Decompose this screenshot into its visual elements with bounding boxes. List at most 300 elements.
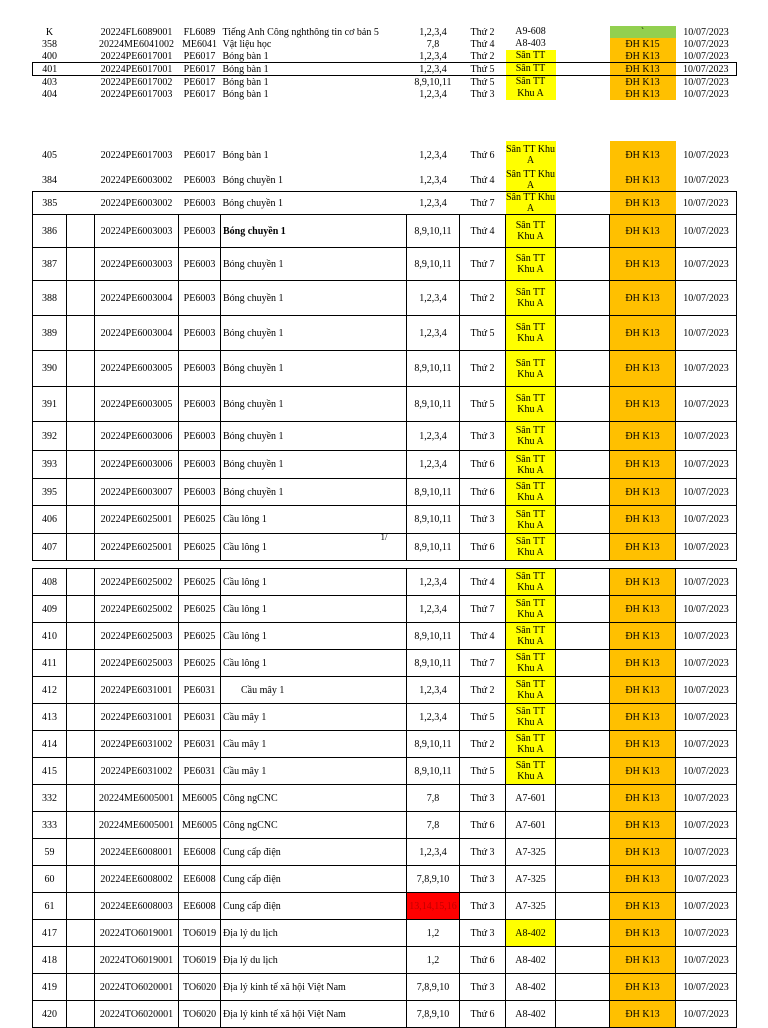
- empty-cell: [67, 506, 95, 534]
- subject-name: Cầu mây 1: [221, 758, 407, 785]
- subject-name: Cầu lông 1: [221, 650, 407, 677]
- subject-name: Cầu mây 1: [221, 677, 407, 704]
- room: Sân TT: [506, 50, 556, 63]
- room: A8-402: [506, 947, 556, 974]
- empty-cell: [556, 650, 610, 677]
- table-row: [33, 596, 737, 623]
- date: 10/07/2023: [683, 26, 729, 38]
- empty-cell: [67, 839, 95, 866]
- date: 10/07/2023: [683, 38, 729, 50]
- periods: 8,9,10,11: [407, 387, 460, 422]
- subject-name: Bóng chuyền 1: [221, 192, 407, 215]
- weekday: Thứ 6: [460, 451, 506, 479]
- room: A7-601: [506, 812, 556, 839]
- empty-cell: [556, 192, 610, 215]
- empty-cell: [556, 316, 610, 351]
- table-row: [33, 215, 737, 248]
- empty-cell: [67, 215, 95, 248]
- class-code: 20224EE6008001: [95, 839, 179, 866]
- periods: 8,9,10,11: [407, 506, 460, 534]
- room: Sân TT Khu A: [506, 479, 556, 506]
- date: 10/07/2023: [676, 758, 737, 785]
- class-group: ĐH K13: [610, 192, 676, 215]
- periods: 8,9,10,11: [407, 479, 460, 506]
- subject-name: Cung cấp điện: [221, 866, 407, 893]
- date: 10/07/2023: [676, 248, 737, 281]
- class-group: ĐH K13: [610, 479, 676, 506]
- empty-cell: [67, 63, 95, 76]
- subject-code: PE6003: [179, 215, 221, 248]
- row-number: 387: [33, 248, 67, 281]
- subject-name: Bóng chuyền 1: [221, 422, 407, 451]
- row-number: 415: [33, 758, 67, 785]
- subject-name: Bóng chuyền 1: [221, 451, 407, 479]
- class-code: 20224PE6025003: [95, 650, 179, 677]
- class-code: 20224PE6025003: [95, 623, 179, 650]
- weekday: Thứ 4: [460, 569, 506, 596]
- weekday: Thứ 6: [460, 479, 506, 506]
- table-row: [33, 812, 737, 839]
- row-number: 59: [33, 839, 67, 866]
- weekday: Thứ 5: [460, 63, 506, 76]
- subject-code: PE6003: [179, 351, 221, 387]
- room: Sân TT Khu A: [506, 704, 556, 731]
- table-row: [33, 866, 737, 893]
- empty-cell: [67, 920, 95, 947]
- empty-cell: [67, 596, 95, 623]
- row-number: 395: [33, 479, 67, 506]
- subject-name: Bóng bàn 1: [222, 76, 269, 88]
- empty-cell: [67, 974, 95, 1001]
- subject-name: Cầu mây 1: [221, 704, 407, 731]
- class-group: ĐH K13: [610, 50, 676, 63]
- class-group: ĐH K13: [610, 76, 676, 89]
- class-code: 20224PE6017001: [100, 50, 173, 62]
- subject-name: Địa lý kinh tế xã hội Việt Nam: [221, 974, 407, 1001]
- periods: 1,2,3,4: [407, 839, 460, 866]
- weekday: Thứ 2: [470, 50, 495, 62]
- empty-cell: [556, 839, 610, 866]
- empty-cell: [67, 387, 95, 422]
- empty-cell: [67, 731, 95, 758]
- empty-cell: [556, 479, 610, 506]
- row-number: 386: [33, 215, 67, 248]
- subject-name: Bóng chuyền 1: [221, 281, 407, 316]
- table-row: [33, 38, 737, 50]
- periods: 1,2,3,4: [407, 422, 460, 451]
- table-row: [33, 451, 737, 479]
- empty-cell: [556, 26, 610, 38]
- periods: 8,9,10,11: [407, 534, 460, 561]
- class-code: 20224ME6005001: [95, 812, 179, 839]
- class-code: 20224PE6031001: [95, 677, 179, 704]
- subject-code: TO6020: [179, 1001, 221, 1028]
- weekday: Thứ 2: [460, 677, 506, 704]
- subject-code: TO6019: [179, 920, 221, 947]
- class-code: 20224ME6041002: [99, 38, 174, 50]
- date: 10/07/2023: [676, 947, 737, 974]
- empty-cell: [67, 422, 95, 451]
- subject-code: TO6019: [179, 947, 221, 974]
- class-code: 20224PE6025002: [95, 569, 179, 596]
- date: 10/07/2023: [676, 1001, 737, 1028]
- class-group: ĐH K13: [610, 623, 676, 650]
- subject-code: PE6003: [179, 316, 221, 351]
- class-group: ĐH K13: [610, 650, 676, 677]
- date: 10/07/2023: [683, 88, 729, 100]
- empty-cell: [556, 947, 610, 974]
- empty-cell: [556, 387, 610, 422]
- empty-cell: [67, 677, 95, 704]
- room: A7-325: [506, 893, 556, 920]
- periods: 1,2: [407, 947, 460, 974]
- empty-cell: [67, 316, 95, 351]
- row-number: K: [45, 26, 54, 38]
- empty-cell: [556, 76, 610, 89]
- class-code: 20224PE6031001: [95, 704, 179, 731]
- class-group: ĐH K13: [610, 704, 676, 731]
- subject-code: PE6003: [179, 479, 221, 506]
- date: 10/07/2023: [676, 451, 737, 479]
- row-number: 412: [33, 677, 67, 704]
- class-code: 20224PE6017001: [95, 63, 179, 76]
- row-number: 61: [33, 893, 67, 920]
- periods: 1,2,3,4: [407, 451, 460, 479]
- row-number: 420: [33, 1001, 67, 1028]
- subject-name: Bóng chuyền 1: [221, 215, 407, 248]
- class-group: `: [610, 26, 676, 38]
- date: 10/07/2023: [676, 506, 737, 534]
- class-group: ĐH K13: [610, 422, 676, 451]
- empty-cell: [67, 169, 95, 192]
- table-row: [33, 422, 737, 451]
- empty-cell: [67, 26, 95, 38]
- subject-code: PE6025: [179, 623, 221, 650]
- subject-name: Cầu lông 1: [221, 506, 407, 534]
- schedule-table-page2: [32, 568, 737, 1028]
- subject-code: PE6017: [183, 76, 216, 88]
- class-code: 20224PE6017003: [100, 149, 173, 161]
- subject-name: Bóng chuyền 1: [221, 248, 407, 281]
- subject-name: Cung cấp điện: [221, 839, 407, 866]
- weekday: Thứ 7: [460, 248, 506, 281]
- table-row: [33, 506, 737, 534]
- periods: 13,14,15,16: [407, 893, 460, 920]
- class-group: ĐH K13: [610, 974, 676, 1001]
- room: A9-608: [515, 26, 546, 37]
- weekday: Thứ 6: [460, 534, 506, 561]
- subject-code: PE6003: [179, 422, 221, 451]
- table-row: [33, 839, 737, 866]
- class-code: 20224PE6003007: [95, 479, 179, 506]
- date: 10/07/2023: [676, 422, 737, 451]
- subject-name: Cầu lông 1: [221, 623, 407, 650]
- date: 10/07/2023: [676, 812, 737, 839]
- room: Sân TT Khu A: [505, 192, 556, 214]
- subject-code: PE6003: [179, 387, 221, 422]
- subject-code: ME6041: [182, 38, 217, 50]
- class-group: ĐH K13: [610, 387, 676, 422]
- empty-cell: [556, 677, 610, 704]
- room: A7-325: [506, 839, 556, 866]
- periods: 8,9,10,11: [407, 731, 460, 758]
- periods: 1,2,3,4: [407, 677, 460, 704]
- room: Sân TT Khu A: [506, 569, 556, 596]
- subject-code: ME6005: [179, 812, 221, 839]
- table-row: [33, 479, 737, 506]
- weekday: Thứ 7: [460, 650, 506, 677]
- subject-name: Công ngCNC: [221, 785, 407, 812]
- subject-name: Bóng chuyền 1: [221, 351, 407, 387]
- date: 10/07/2023: [676, 974, 737, 1001]
- room: A8-402: [506, 920, 556, 947]
- empty-cell: [556, 248, 610, 281]
- row-number: 411: [33, 650, 67, 677]
- empty-cell: [67, 50, 95, 63]
- subject-name: Bóng bàn 1: [221, 63, 407, 76]
- empty-cell: [556, 141, 610, 169]
- class-group: ĐH K13: [610, 351, 676, 387]
- periods: 7,8: [426, 38, 440, 50]
- empty-cell: [67, 479, 95, 506]
- table-row: [33, 88, 737, 100]
- periods: 7,8: [407, 812, 460, 839]
- date: 10/07/2023: [683, 174, 729, 186]
- empty-cell: [67, 947, 95, 974]
- subject-code: TO6020: [179, 974, 221, 1001]
- room: A8-403: [515, 38, 546, 49]
- row-number: 419: [33, 974, 67, 1001]
- class-group: ĐH K13: [610, 88, 676, 100]
- class-group: ĐH K13: [610, 316, 676, 351]
- class-group: ĐH K13: [610, 506, 676, 534]
- periods: 1,2,3,4: [407, 569, 460, 596]
- room: Sân TT Khu A: [506, 316, 556, 351]
- empty-cell: [67, 893, 95, 920]
- class-code: 20224PE6031002: [95, 758, 179, 785]
- room: Sân TT Khu A: [506, 351, 556, 387]
- date: 10/07/2023: [676, 596, 737, 623]
- table-row: [33, 316, 737, 351]
- row-number: 407: [33, 534, 67, 561]
- empty-cell: [67, 38, 95, 50]
- weekday: Thứ 3: [460, 866, 506, 893]
- periods: 7,8,9,10: [407, 866, 460, 893]
- weekday: Thứ 7: [460, 192, 506, 215]
- empty-cell: [67, 812, 95, 839]
- room: Sân TT Khu A: [506, 422, 556, 451]
- subject-code: PE6031: [179, 677, 221, 704]
- class-code: 20224PE6003004: [95, 316, 179, 351]
- empty-cell: [556, 63, 610, 76]
- subject-name: Địa lý kinh tế xã hội Việt Nam: [221, 1001, 407, 1028]
- date: 10/07/2023: [683, 50, 729, 62]
- class-code: 20224PE6003006: [95, 422, 179, 451]
- empty-cell: [556, 506, 610, 534]
- date: 10/07/2023: [676, 839, 737, 866]
- weekday: Thứ 4: [460, 215, 506, 248]
- class-code: 20224FL6089001: [100, 26, 173, 38]
- class-group: ĐH K13: [610, 63, 676, 76]
- empty-cell: [67, 451, 95, 479]
- weekday: Thứ 4: [470, 174, 495, 186]
- date: 10/07/2023: [676, 281, 737, 316]
- subject-code: PE6003: [179, 281, 221, 316]
- periods: 8,9,10,11: [407, 215, 460, 248]
- class-code: 20224PE6003004: [95, 281, 179, 316]
- empty-cell: [556, 920, 610, 947]
- class-code: 20224PE6003002: [100, 174, 173, 186]
- subject-name: Bóng chuyền 1: [222, 174, 284, 186]
- empty-cell: [556, 169, 610, 192]
- periods: 1,2,3,4: [407, 316, 460, 351]
- class-group: ĐH K15: [610, 38, 676, 50]
- periods: 8,9,10,11: [407, 650, 460, 677]
- row-number: 60: [33, 866, 67, 893]
- class-code: 20224PE6003003: [95, 248, 179, 281]
- room: A7-601: [506, 785, 556, 812]
- subject-code: ME6005: [179, 785, 221, 812]
- table-row: [33, 758, 737, 785]
- empty-cell: [556, 422, 610, 451]
- subject-code: PE6017: [183, 88, 216, 100]
- date: 10/07/2023: [676, 479, 737, 506]
- class-code: 20224TO6019001: [95, 947, 179, 974]
- row-number: 400: [42, 50, 57, 62]
- schedule-table-main: [32, 141, 737, 561]
- date: 10/07/2023: [676, 623, 737, 650]
- subject-name: Bóng chuyền 1: [221, 316, 407, 351]
- empty-cell: [556, 704, 610, 731]
- table-row: [33, 677, 737, 704]
- room: Sân TT Khu A: [506, 506, 556, 534]
- subject-name: Bóng chuyền 1: [221, 387, 407, 422]
- date: 10/07/2023: [676, 387, 737, 422]
- empty-cell: [67, 88, 95, 100]
- room: A7-325: [506, 866, 556, 893]
- row-number: 417: [33, 920, 67, 947]
- room: A8-402: [506, 974, 556, 1001]
- table-row: [33, 141, 737, 169]
- empty-cell: [67, 351, 95, 387]
- class-group: ĐH K13: [610, 812, 676, 839]
- empty-cell: [67, 704, 95, 731]
- schedule-table-top: [32, 26, 737, 100]
- subject-code: FL6089: [183, 26, 216, 38]
- subject-code: PE6017: [183, 149, 216, 161]
- class-group: ĐH K13: [610, 248, 676, 281]
- class-code: 20224PE6003003: [95, 215, 179, 248]
- subject-code: PE6025: [179, 650, 221, 677]
- weekday: Thứ 3: [460, 785, 506, 812]
- table-row: [33, 76, 737, 89]
- date: 10/07/2023: [683, 149, 729, 161]
- empty-cell: [67, 785, 95, 812]
- table-row: [33, 974, 737, 1001]
- class-group: ĐH K13: [610, 677, 676, 704]
- table-row: [33, 920, 737, 947]
- class-group: ĐH K13: [610, 893, 676, 920]
- row-number: 391: [33, 387, 67, 422]
- date: 10/07/2023: [676, 920, 737, 947]
- date: 10/07/2023: [676, 677, 737, 704]
- periods: 7,8,9,10: [407, 1001, 460, 1028]
- class-group: ĐH K13: [610, 596, 676, 623]
- class-code: 20224TO6020001: [95, 974, 179, 1001]
- empty-cell: [556, 38, 610, 50]
- weekday: Thứ 6: [460, 1001, 506, 1028]
- subject-name: Cầu lông 1: [221, 596, 407, 623]
- row-number: 393: [33, 451, 67, 479]
- empty-cell: [556, 451, 610, 479]
- subject-name: Cầu lông 1: [221, 534, 407, 561]
- class-group: ĐH K13: [610, 215, 676, 248]
- class-code: 20224ME6005001: [95, 785, 179, 812]
- empty-cell: [67, 758, 95, 785]
- subject-code: PE6003: [179, 451, 221, 479]
- row-number: 404: [42, 88, 57, 100]
- periods: 8,9,10,11: [407, 248, 460, 281]
- subject-code: PE6025: [179, 569, 221, 596]
- periods: 8,9,10,11: [414, 76, 452, 88]
- weekday: Thứ 3: [460, 893, 506, 920]
- weekday: Thứ 6: [460, 812, 506, 839]
- class-code: 20224PE6003002: [95, 192, 179, 215]
- weekday: Thứ 3: [470, 88, 495, 100]
- class-group: ĐH K13: [610, 141, 676, 169]
- empty-cell: [556, 731, 610, 758]
- weekday: Thứ 3: [460, 506, 506, 534]
- table-row: [33, 351, 737, 387]
- row-number: 332: [33, 785, 67, 812]
- page-number: 1/: [380, 532, 388, 542]
- room: Sân TT Khu A: [506, 650, 556, 677]
- periods: 8,9,10,11: [407, 623, 460, 650]
- class-code: 20224PE6003005: [95, 387, 179, 422]
- date: 10/07/2023: [676, 192, 737, 215]
- empty-cell: [556, 866, 610, 893]
- weekday: Thứ 4: [470, 38, 495, 50]
- empty-cell: [67, 141, 95, 169]
- row-number: 390: [33, 351, 67, 387]
- weekday: Thứ 5: [460, 387, 506, 422]
- class-group: ĐH K13: [610, 1001, 676, 1028]
- room: Sân TT Khu A: [506, 623, 556, 650]
- subject-name: Bóng chuyền 1: [221, 479, 407, 506]
- periods: 1,2,3,4: [419, 88, 447, 100]
- empty-cell: [556, 974, 610, 1001]
- date: 10/07/2023: [676, 569, 737, 596]
- row-number: 358: [42, 38, 57, 50]
- subject-code: PE6017: [179, 63, 221, 76]
- class-code: 20224PE6031002: [95, 731, 179, 758]
- date: 10/07/2023: [676, 351, 737, 387]
- row-number: 414: [33, 731, 67, 758]
- weekday: Thứ 2: [460, 731, 506, 758]
- class-group: ĐH K13: [610, 785, 676, 812]
- subject-code: EE6008: [179, 893, 221, 920]
- empty-cell: [556, 893, 610, 920]
- room: Sân TT Khu A: [506, 677, 556, 704]
- class-code: 20224PE6025001: [95, 506, 179, 534]
- subject-code: EE6008: [179, 866, 221, 893]
- weekday: Thứ 2: [470, 26, 495, 38]
- row-number: 408: [33, 569, 67, 596]
- room: Sân TT Khu A: [506, 451, 556, 479]
- class-code: 20224PE6003005: [95, 351, 179, 387]
- row-number: 392: [33, 422, 67, 451]
- class-group: ĐH K13: [610, 920, 676, 947]
